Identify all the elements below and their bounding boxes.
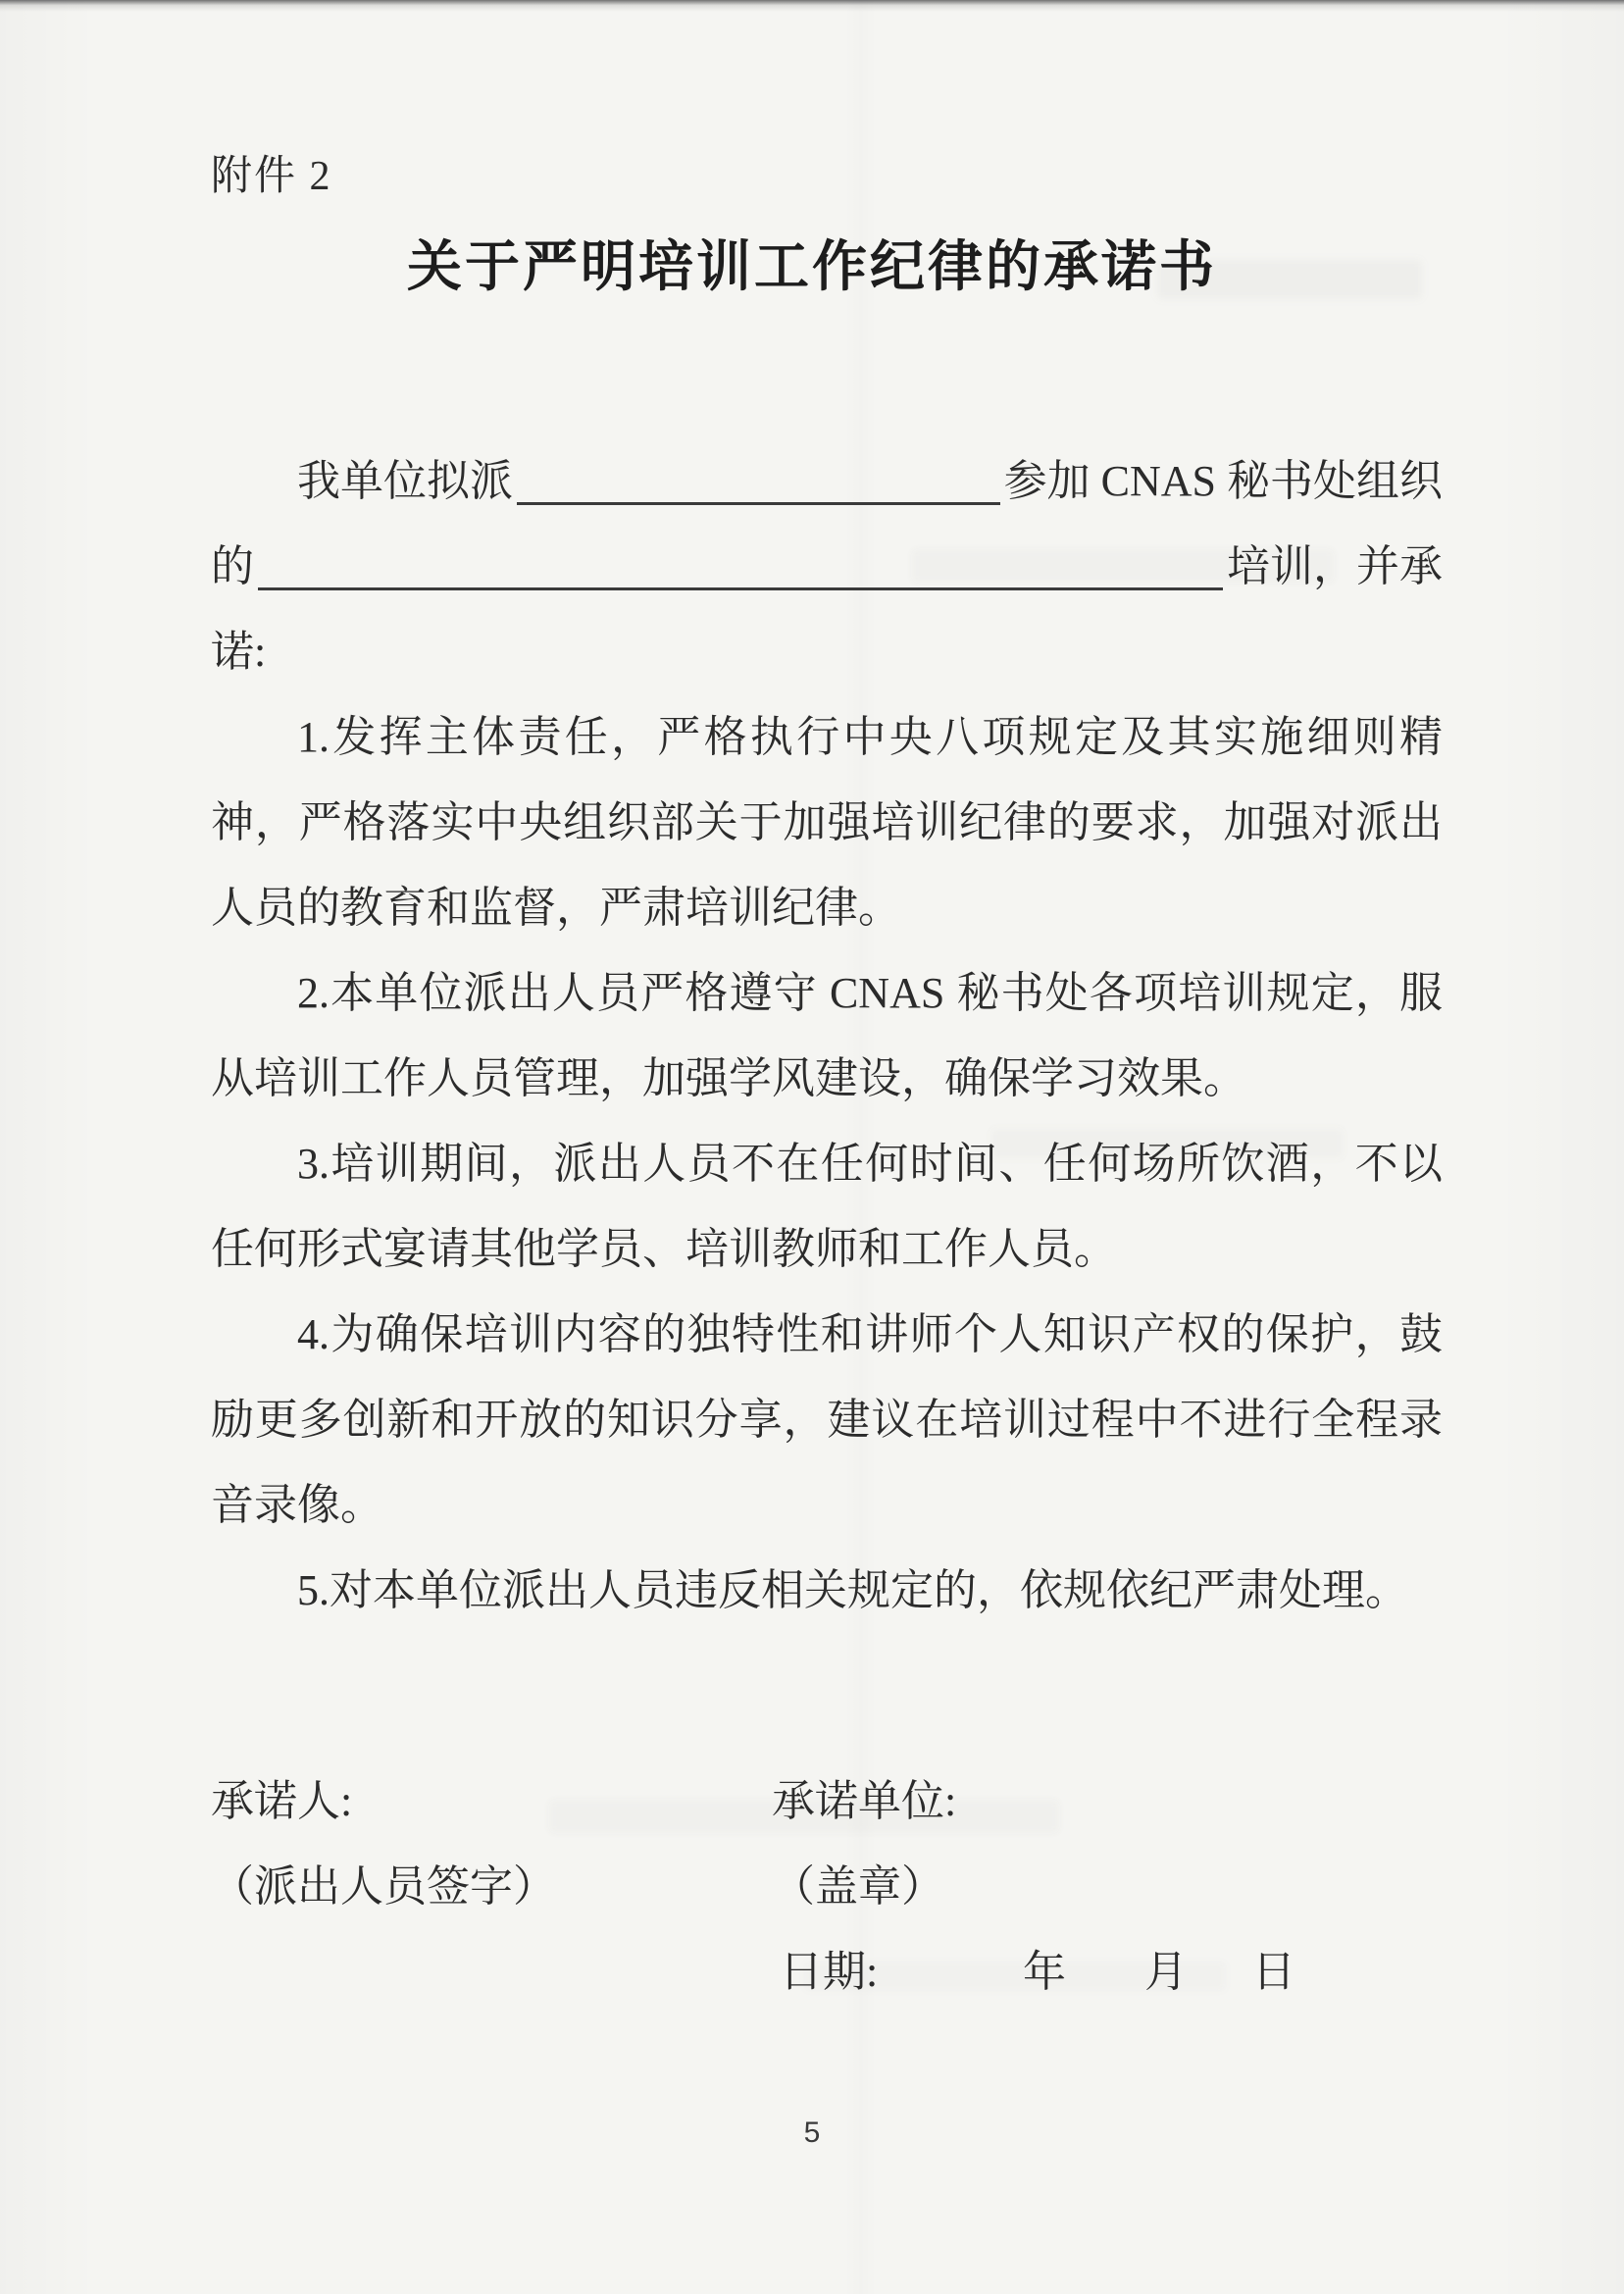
opening-line1-post-text: 参加 CNAS 秘书处组织: [1003, 457, 1443, 505]
clause-1: 1.发挥主体责任，严格执行中央八项规定及其实施细则精神，严格落实中央组织部关于加强培训纪律的要求，加强对派出人员的教育和监督，严肃培训纪律。: [211, 713, 1443, 932]
signature-row-labels: [211, 1759, 1443, 1844]
clause-2: 2.本单位派出人员严格遵守 CNAS 秘书处各项培训规定，服从培训工作人员管理，加强学风建设，确保学习效果。: [211, 969, 1443, 1102]
clause-5: 5.对本单位派出人员违反相关规定的，依规依纪严肃处理。: [297, 1566, 1408, 1614]
opening-line-2: [211, 524, 1443, 609]
day-label: 日: [1252, 1948, 1295, 1996]
signature-row-date: [211, 1929, 1443, 2014]
clause-3: 3.培训期间，派出人员不在任何时间、任何场所饮酒，不以任何形式宴请其他学员、培训教师和工作人员。: [211, 1140, 1443, 1273]
clause-4: 4.为确保培训内容的独特性和讲师个人知识产权的保护，鼓励更多创新和开放的知识分享，建议在培训过程中不进行全程录音录像。: [211, 1310, 1443, 1529]
opening-line2-post-text: 培训，并承: [1227, 542, 1443, 590]
document-title: 关于严明培训工作纪律的承诺书: [407, 237, 1217, 298]
opening-line2-pre-text: 的: [211, 542, 254, 590]
training-name-blank-field: [258, 587, 1223, 590]
scan-edge-shadow: [0, 0, 1624, 12]
signature-row-notes: [211, 1844, 1443, 1929]
unit-dispatch-name-blank-field: [517, 502, 1000, 505]
year-label: 年: [1023, 1948, 1066, 1996]
date-label: 日期:: [780, 1948, 879, 1996]
promiser-label: 承诺人:: [211, 1777, 353, 1825]
page-number: 5: [803, 2116, 821, 2149]
opening-line3-text: 诺:: [211, 628, 267, 676]
opening-line-3: [211, 609, 1443, 694]
unit-seal-note: （盖章）: [772, 1862, 944, 1911]
promiser-signature-note: （派出人员签字）: [211, 1862, 556, 1911]
opening-line1-pre-text: 我单位拟派: [297, 457, 513, 505]
unit-label: 承诺单位:: [772, 1777, 957, 1825]
attachment-label: 附件 2: [211, 154, 332, 199]
document-body: [211, 438, 1443, 1633]
opening-line-1: [211, 438, 1443, 524]
month-label: 月: [1144, 1948, 1188, 1996]
signature-block: [211, 1759, 1443, 2014]
